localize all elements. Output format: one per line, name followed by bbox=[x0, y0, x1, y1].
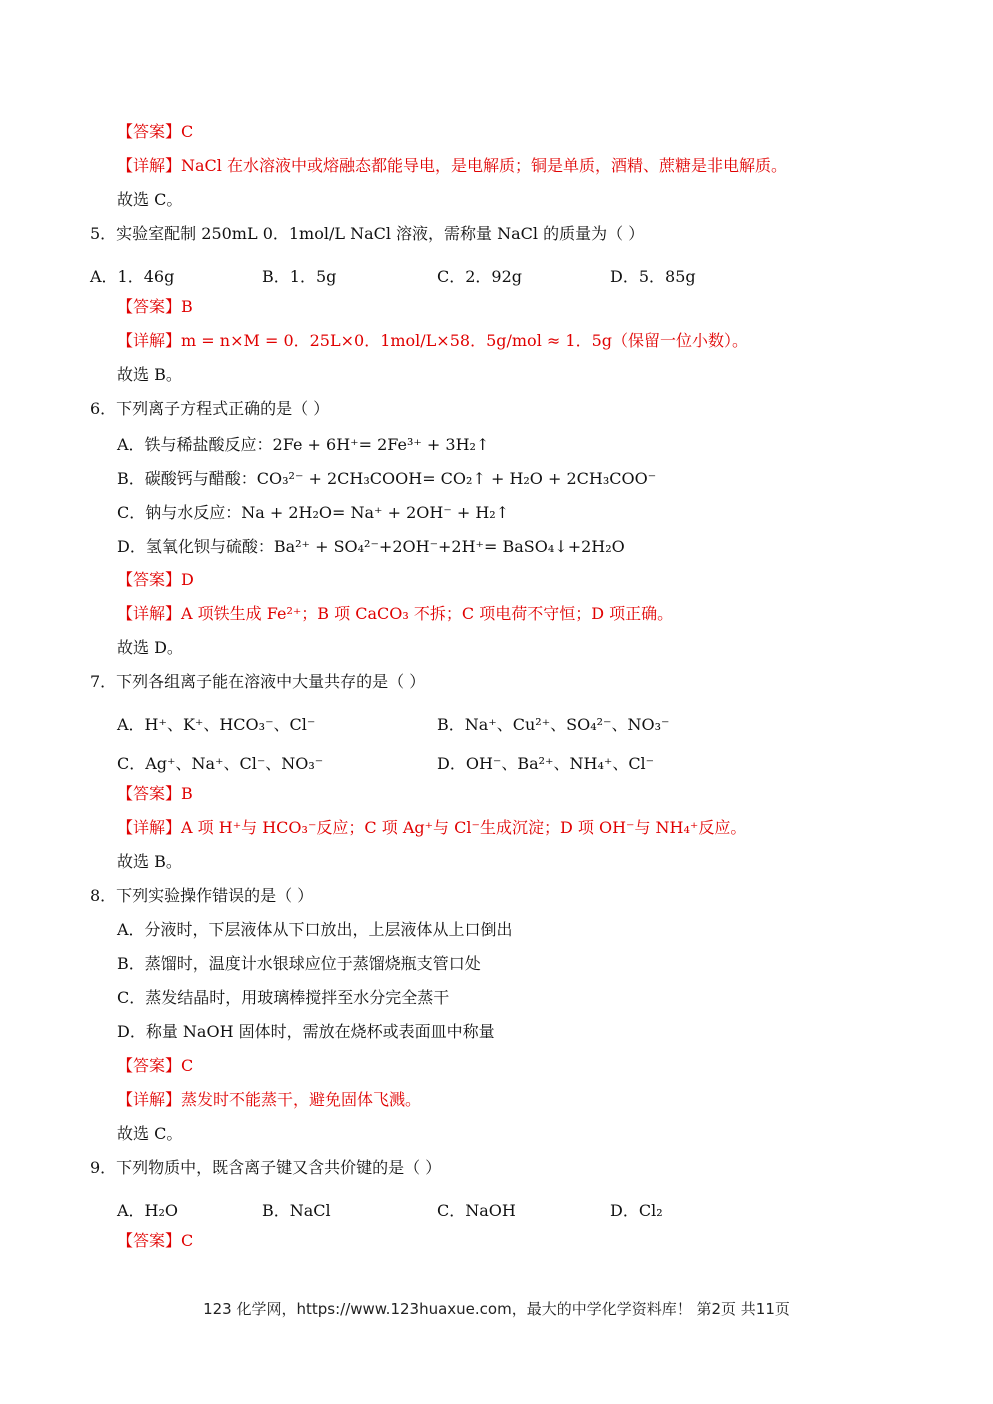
q9-option-c: C．NaOH bbox=[437, 1201, 516, 1220]
answer-label: 【答案】 bbox=[117, 1231, 182, 1250]
q6-option-d: D．氢氧化钡与硫酸：Ba²⁺ + SO₄²⁻+2OH⁻+2H⁺= BaSO₄↓+2H₂O bbox=[117, 537, 625, 556]
q6-detail bbox=[117, 604, 673, 624]
q5-option-c: C．2．92g bbox=[437, 267, 523, 286]
detail-text: 蒸发时不能蒸干，避免固体飞溅。 bbox=[181, 1090, 422, 1109]
answer-value: C bbox=[181, 122, 194, 141]
q8-option-c: C．蒸发结晶时，用玻璃棒搅拌至水分完全蒸干 bbox=[117, 988, 450, 1007]
q7-option-a: A．H⁺、K⁺、HCO₃⁻、Cl⁻ bbox=[117, 715, 316, 734]
answer-label: 【答案】 bbox=[117, 784, 182, 803]
q8-answer bbox=[117, 1056, 193, 1076]
answer-label: 【答案】 bbox=[117, 1056, 182, 1075]
q6-option-b: B．碳酸钙与醋酸：CO₃²⁻ + 2CH₃COOH= CO₂↑ + H₂O + 2CH₃COO⁻ bbox=[117, 469, 657, 488]
q5-answer bbox=[117, 297, 193, 317]
detail-label: 【详解】 bbox=[117, 331, 182, 350]
detail-label: 【详解】 bbox=[117, 156, 182, 175]
answer-label: 【答案】 bbox=[117, 122, 182, 141]
q8-option-a: A．分液时，下层液体从下口放出，上层液体从上口倒出 bbox=[117, 920, 513, 939]
q5-option-a: A．1．46g bbox=[90, 267, 175, 286]
q8-detail bbox=[117, 1090, 421, 1110]
q6-option-c: C．钠与水反应：Na + 2H₂O= Na⁺ + 2OH⁻ + H₂↑ bbox=[117, 503, 510, 522]
q6-answer bbox=[117, 570, 194, 590]
answer-value: B bbox=[181, 784, 193, 803]
q7-option-d: D．OH⁻、Ba²⁺、NH₄⁺、Cl⁻ bbox=[437, 754, 655, 773]
detail-label: 【详解】 bbox=[117, 604, 182, 623]
q8-option-d: D．称量 NaOH 固体时，需放在烧杯或表面皿中称量 bbox=[117, 1022, 495, 1041]
q9-option-a: A．H₂O bbox=[117, 1201, 179, 1220]
q7-stem: 7．下列各组离子能在溶液中大量共存的是（ ） bbox=[90, 672, 426, 691]
q5-detail bbox=[117, 331, 748, 351]
q5-option-d: D．5．85g bbox=[610, 267, 696, 286]
q7-option-b: B．Na⁺、Cu²⁺、SO₄²⁻、NO₃⁻ bbox=[437, 715, 670, 734]
answer-value: B bbox=[181, 297, 193, 316]
answer-value: C bbox=[181, 1231, 194, 1250]
q8-stem: 8．下列实验操作错误的是（ ） bbox=[90, 886, 314, 905]
q6-conclusion: 故选 D。 bbox=[117, 638, 183, 657]
q9-stem: 9．下列物质中，既含离子键又含共价键的是（ ） bbox=[90, 1158, 442, 1177]
answer-value: C bbox=[181, 1056, 194, 1075]
q7-option-c: C．Ag⁺、Na⁺、Cl⁻、NO₃⁻ bbox=[117, 754, 324, 773]
q7-answer bbox=[117, 784, 193, 804]
detail-text: NaCl 在水溶液中或熔融态都能导电，是电解质；铜是单质，酒精、蔗糖是非电解质。 bbox=[181, 156, 788, 175]
q6-stem: 6．下列离子方程式正确的是（ ） bbox=[90, 399, 330, 418]
answer-label: 【答案】 bbox=[117, 570, 182, 589]
q4-conclusion: 故选 C。 bbox=[117, 190, 183, 209]
q9-answer bbox=[117, 1231, 193, 1251]
q7-conclusion: 故选 B。 bbox=[117, 852, 182, 871]
q9-option-b: B．NaCl bbox=[262, 1201, 331, 1220]
q8-conclusion: 故选 C。 bbox=[117, 1124, 183, 1143]
detail-label: 【详解】 bbox=[117, 1090, 182, 1109]
q4-detail bbox=[117, 156, 787, 176]
detail-text: m = n×M = 0．25L×0．1mol/L×58．5g/mol ≈ 1．5g（保留一位小数）。 bbox=[181, 331, 748, 350]
q9-option-d: D．Cl₂ bbox=[610, 1201, 663, 1220]
answer-label: 【答案】 bbox=[117, 297, 182, 316]
detail-label: 【详解】 bbox=[117, 818, 182, 837]
detail-text: A 项铁生成 Fe²⁺；B 项 CaCO₃ 不拆；C 项电荷不守恒；D 项正确。 bbox=[181, 604, 674, 623]
q5-conclusion: 故选 B。 bbox=[117, 365, 182, 384]
detail-text: A 项 H⁺与 HCO₃⁻反应；C 项 Ag⁺与 Cl⁻生成沉淀；D 项 OH⁻与 NH₄⁺反应。 bbox=[181, 818, 747, 837]
q8-option-b: B．蒸馏时，温度计水银球应位于蒸馏烧瓶支管口处 bbox=[117, 954, 481, 973]
q5-stem: 5．实验室配制 250mL 0．1mol/L NaCl 溶液，需称量 NaCl 的质量为（ ） bbox=[90, 224, 645, 243]
q6-option-a: A．铁与稀盐酸反应：2Fe + 6H⁺= 2Fe³⁺ + 3H₂↑ bbox=[117, 435, 490, 454]
page-footer: 123 化学网，https://www.123huaxue.com，最大的中学化学资料库！ 第2页 共11页 bbox=[203, 1300, 790, 1318]
q4-answer bbox=[117, 122, 193, 142]
answer-value: D bbox=[181, 570, 194, 589]
q7-detail bbox=[117, 818, 746, 838]
q5-option-b: B．1．5g bbox=[262, 267, 337, 286]
